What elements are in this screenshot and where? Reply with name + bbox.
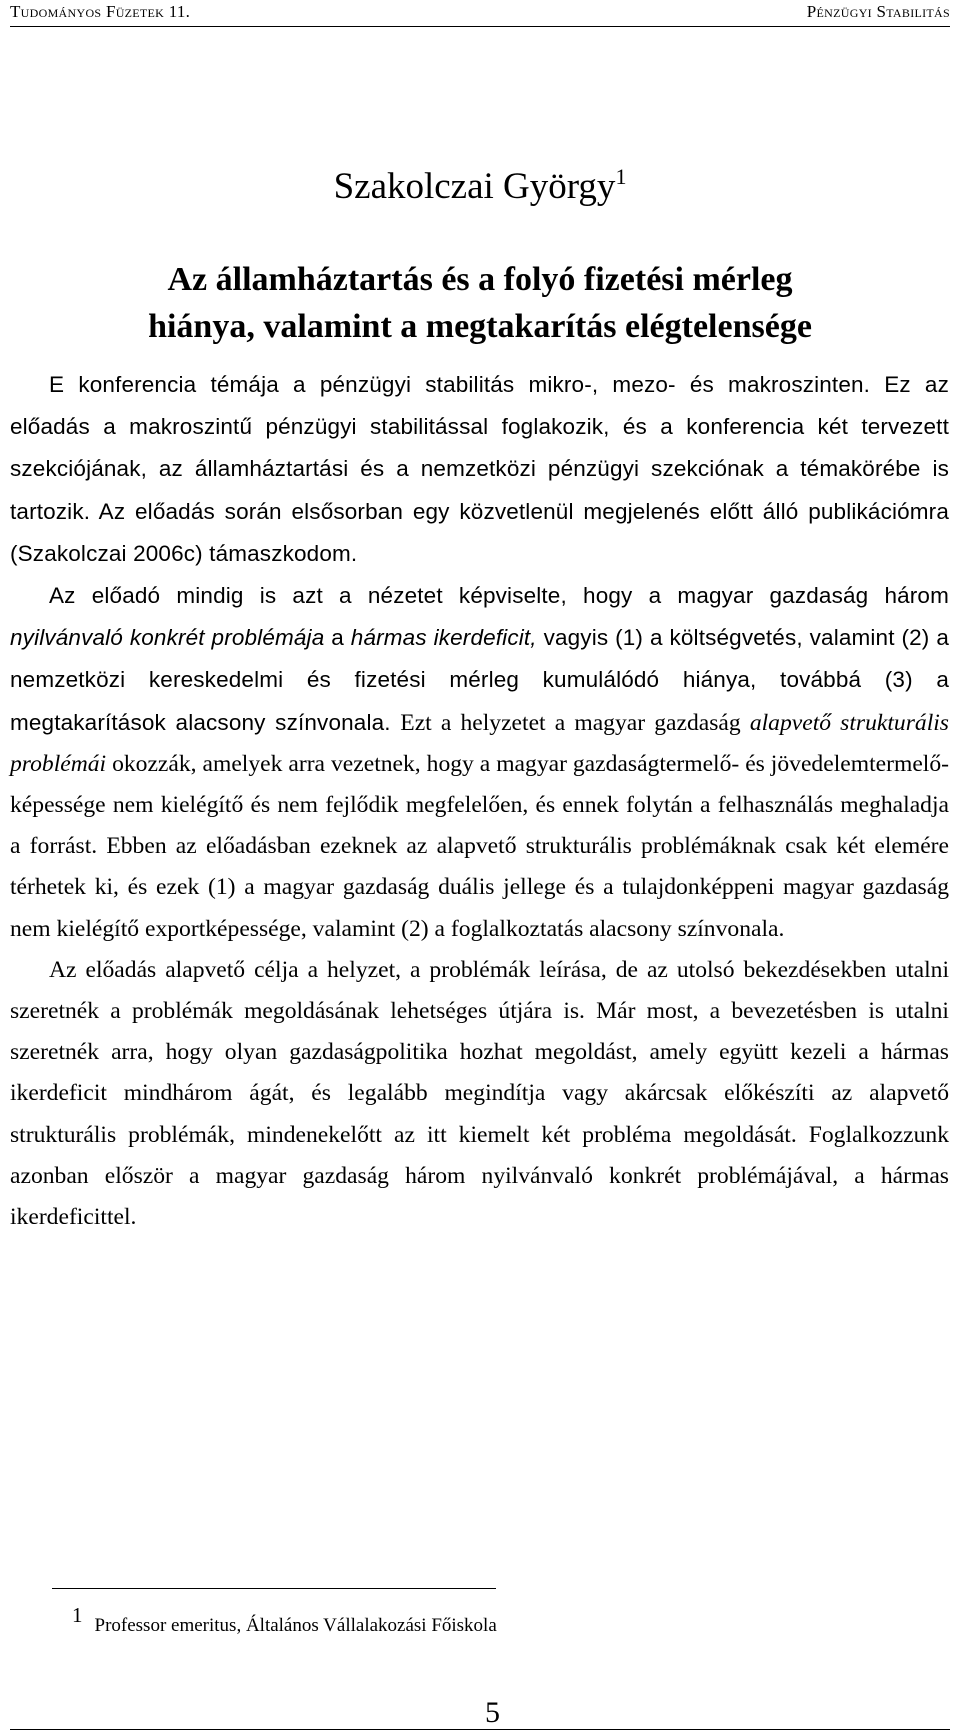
bottom-rule bbox=[10, 1729, 950, 1730]
paragraph-2-serif-a: Ezt a helyzetet a magyar gazdaság bbox=[400, 709, 750, 736]
footnote bbox=[72, 1603, 497, 1637]
footnote-separator bbox=[52, 1588, 496, 1589]
emphasis-harmas-ikerdeficit: hármas ikerdeficit, bbox=[350, 625, 537, 651]
emphasis-konkret-problema: nyilvánvaló konkrét problémája bbox=[10, 625, 325, 651]
paragraph-3: Az előadás alapvető célja a helyzet, a problémák leírása, de az utolsó bekezdésekben utalni szeretnék a problémák megoldásának lehetséges útjára is. Már most, a bevezetésben is utalni szeretnék arra, hogy olyan gazdaságpolitika hozhat megoldást, amely együtt kezeli a hármas ikerdeficit mindhárom ágát, és legalább megindítja vagy akárcsak előkészíti az alapvető strukturális problémák, mindenekelőtt az itt kiemelt két probléma megoldását. Foglalkozzunk azonban először a magyar gazdaság három nyilvánvaló konkrét problémájával, a hármas ikerdeficittel. bbox=[10, 956, 949, 1231]
footnote-number: 1 bbox=[72, 1603, 83, 1627]
paragraph-1 bbox=[10, 364, 949, 575]
running-header bbox=[10, 0, 950, 27]
page-number: 5 bbox=[485, 1696, 500, 1729]
paragraph-2-sans-b: a bbox=[324, 625, 351, 651]
paper-title bbox=[10, 256, 950, 350]
paragraph-2-serif-b: okozzák, amelyek arra vezetnek, hogy a magyar gazdaságtermelő- és jövedelemtermelő-képessége nem kielégítő és nem fejlődik megfelelően, és ennek folytán a felhasználás meghaladja a forrást. Ebben az előadásban ezeknek az alapvető strukturális problémáknak csak két elemére térhetek ki, és ezek (1) a magyar gazdaság duális jellege és a tulajdonképpeni magyar gazdaság nem kielégítő exportképessége, valamint (2) a foglalkoztatás alacsony színvonala. bbox=[10, 750, 949, 942]
section-title: Pénzügyi Stabilitás bbox=[806, 2, 950, 21]
paragraph-2 bbox=[10, 575, 949, 950]
author-name-line bbox=[0, 164, 960, 208]
paragraph-1-text: E konferencia témája a pénzügyi stabilitás mikro-, mezo- és makroszinten. Ez az előadás a makroszintű pénzügyi stabilitással foglakozik, és a konferencia két tervezett szekciójának, az államháztartási és a nemzetközi pénzügyi szekciónak a témakörébe is tartozik. Az előadás során elsősorban egy közvetlenül megjelenés előtt álló publikációmra (Szakolczai 2006c) támaszkodom. bbox=[10, 372, 949, 566]
emphasis-strukturalis-problemai: alapvető strukturális problémái bbox=[10, 709, 949, 777]
paragraph-2-sans-a: Az előadó mindig is azt a nézetet képviselte, hogy a magyar gazdaság három bbox=[49, 583, 949, 609]
journal-title: Tudományos Füzetek 11. bbox=[10, 2, 191, 21]
title-line-2: hiánya, valamint a megtakarítás elégtelensége bbox=[148, 308, 812, 345]
paragraph-2-sans-c: vagyis (1) a költségvetés, valamint (2) a nemzetközi kereskedelmi és fizetési mérleg kumulálódó hiánya, továbbá (3) a megtakarítások alacsony színvonala. bbox=[10, 625, 949, 735]
author-name: Szakolczai György bbox=[333, 166, 616, 207]
footnote-mark: 1 bbox=[615, 164, 627, 189]
footnote-text: Professor emeritus, Általános Vállalakozási Főiskola bbox=[94, 1615, 497, 1636]
body-text bbox=[10, 364, 949, 1238]
title-line-1: Az államháztartás és a folyó fizetési mérleg bbox=[167, 261, 793, 298]
